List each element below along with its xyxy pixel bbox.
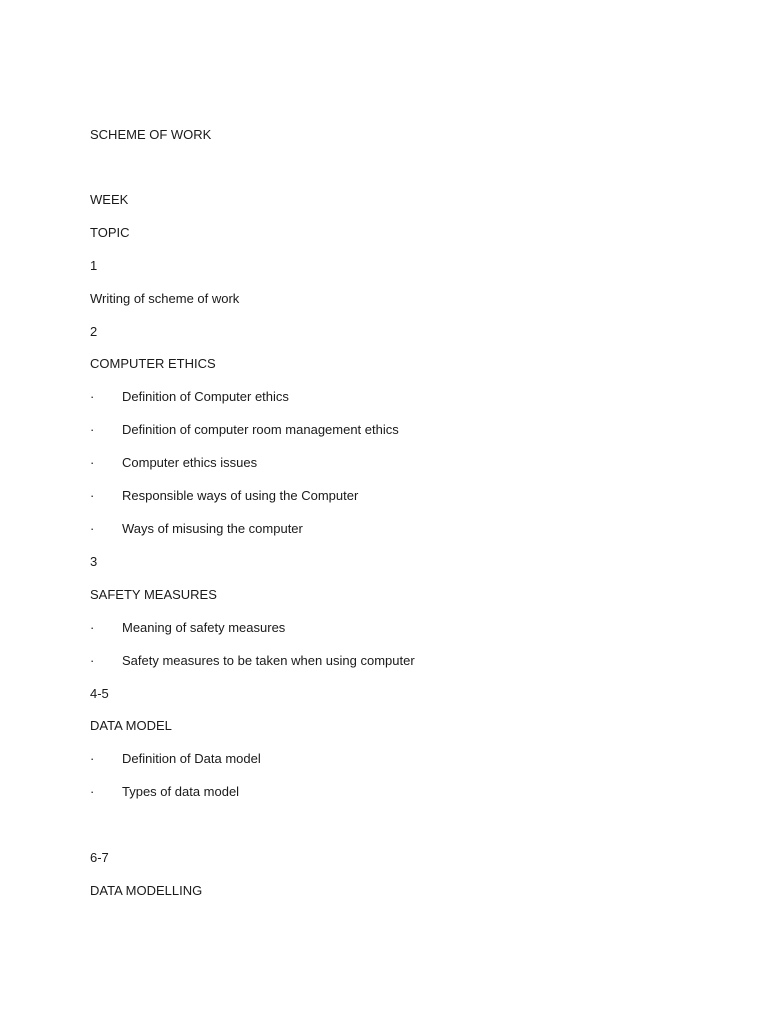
topic-point: Definition of Data model	[122, 751, 261, 766]
topic-point: Safety measures to be taken when using computer	[122, 653, 415, 668]
week-number: 1	[90, 258, 98, 273]
week-topic: SAFETY MEASURES	[90, 587, 217, 602]
topic-header: TOPIC	[90, 225, 130, 240]
bullet-icon: ·	[90, 521, 95, 536]
bullet-icon: ·	[90, 751, 95, 766]
week-topic: DATA MODELLING	[90, 883, 203, 898]
week-header: WEEK	[90, 192, 129, 207]
topic-point: Responsible ways of using the Computer	[122, 488, 359, 503]
week-number: 4-5	[90, 686, 109, 701]
document-title: SCHEME OF WORK	[90, 127, 212, 142]
week-number: 2	[90, 324, 98, 339]
bullet-icon: ·	[90, 488, 95, 503]
bullet-icon: ·	[90, 455, 95, 470]
topic-point: Meaning of safety measures	[122, 620, 286, 635]
week-number: 3	[90, 554, 98, 569]
topic-point: Types of data model	[122, 784, 240, 799]
topic-point: Computer ethics issues	[122, 455, 258, 470]
week-number: 6-7	[90, 850, 109, 865]
bullet-icon: ·	[90, 653, 95, 668]
bullet-icon: ·	[90, 620, 95, 635]
week-topic: Writing of scheme of work	[90, 291, 240, 306]
bullet-icon: ·	[90, 422, 95, 437]
topic-point: Definition of computer room management ethics	[122, 422, 399, 437]
topic-point: Ways of misusing the computer	[122, 521, 303, 536]
topic-point: Definition of Computer ethics	[122, 389, 289, 404]
week-topic: COMPUTER ETHICS	[90, 356, 216, 371]
week-topic: DATA MODEL	[90, 718, 172, 733]
bullet-icon: ·	[90, 784, 95, 799]
bullet-icon: ·	[90, 389, 95, 404]
